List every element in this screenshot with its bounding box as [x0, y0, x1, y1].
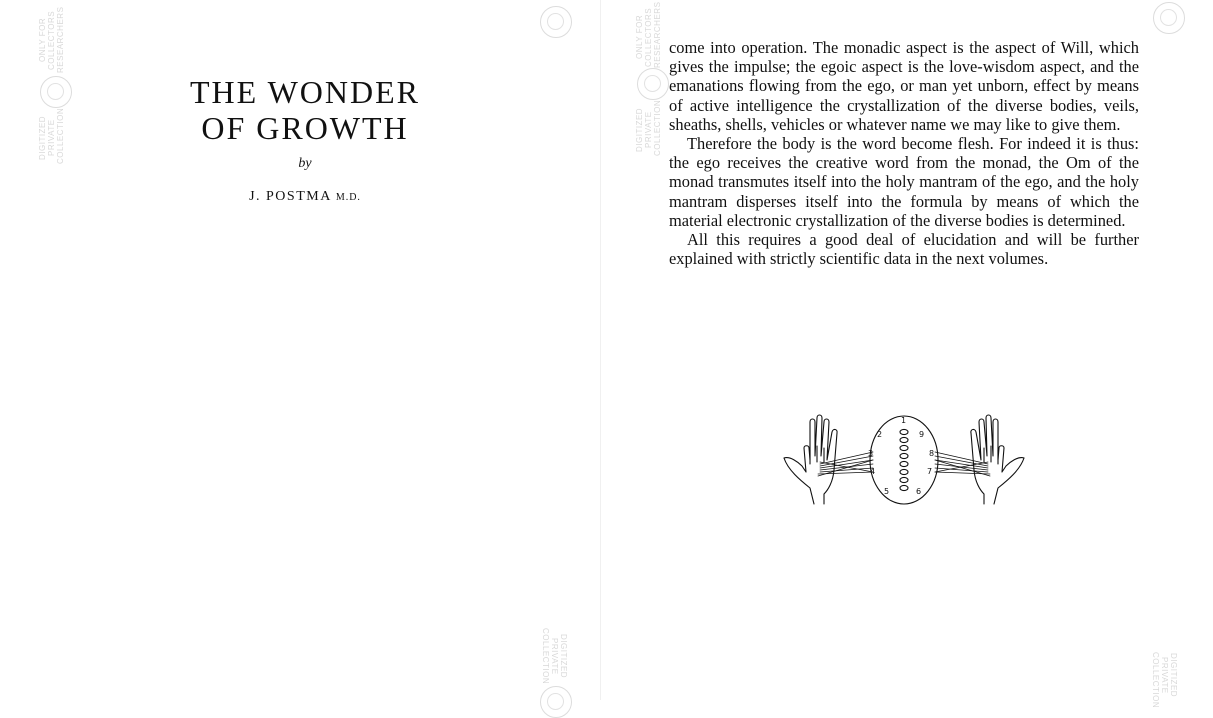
hands-oval-illustration [780, 412, 1028, 508]
author-degree: M.D. [335, 192, 361, 203]
watermark-text: COLLECTORS [47, 10, 56, 70]
figure-number: 5 [884, 487, 890, 496]
book-title [150, 74, 460, 146]
figure-number: 4 [870, 467, 876, 476]
paragraph-2: Therefore the body is the word become flesh. For indeed it is thus: the ego receives the creative word from the monad, the Om of the monad transmutes itself into the holy mantram of the ego, and the holy mantram disperses itself into the formula by means of which the material electronic crystallization of the diverse bodies is determined. [669, 134, 1139, 230]
right-hand-icon [971, 415, 1024, 504]
by-label: by [298, 156, 312, 171]
seal-watermark-icon [637, 68, 669, 100]
chakra-column [900, 429, 908, 490]
watermark-text: PRIVATE [550, 637, 559, 675]
figure-number: 7 [927, 467, 933, 476]
watermark-collectors [635, 1, 662, 68]
watermark-text: COLLECTION [1151, 652, 1160, 709]
figure-number: 9 [919, 430, 925, 439]
paragraph-3: All this requires a good deal of elucidation and will be further explained with strictly scientific data in the next volumes. [669, 230, 1139, 269]
right-rays [935, 452, 990, 476]
watermark-text: COLLECTION [653, 99, 662, 156]
watermark-text: RESEARCHERS [653, 1, 662, 68]
author-line [150, 189, 460, 205]
seal-watermark-icon [40, 76, 72, 108]
watermark-text: DIGITIZED [635, 107, 644, 153]
watermark-text: ONLY FOR [38, 17, 47, 63]
watermark-text: ONLY FOR [635, 14, 644, 60]
title-line-2: OF GROWTH [201, 110, 409, 146]
author-name: J. POSTMA [249, 189, 332, 204]
watermark-digitized [635, 99, 662, 156]
watermark-text: PRIVATE [644, 111, 653, 149]
watermark-text: PRIVATE [47, 119, 56, 157]
watermark-text: COLLECTORS [644, 7, 653, 67]
watermark-text: PRIVATE [1160, 656, 1169, 694]
watermark-text: COLLECTION [56, 107, 65, 164]
figure-number: 8 [929, 449, 935, 458]
watermark-digitized-bottom [541, 628, 568, 684]
seal-watermark-icon [1153, 2, 1185, 34]
title-line-1: THE WONDER [189, 74, 421, 110]
figure-number: 2 [877, 430, 883, 439]
watermark-text: DIGITIZED [1169, 652, 1178, 698]
watermark-text: RESEARCHERS [56, 6, 65, 74]
figure-number: 1 [901, 416, 907, 425]
seal-watermark-icon [540, 6, 572, 38]
paragraph-1: come into operation. The monadic aspect is the aspect of Will, which gives the impulse; the egoic aspect is the love-wisdom aspect, and the emanations flowing from the ego, or man yet unborn, effect by means of active intelligence the crystallization of the diverse bodies, veils, sheaths, shells, vehicles or whatever name we may like to give them. [669, 38, 1139, 134]
watermark-text: COLLECTION [541, 628, 550, 685]
watermark-digitized-bottom [1151, 652, 1178, 709]
figure-number: 3 [868, 449, 874, 458]
body-text [669, 38, 1139, 268]
figure-number: 6 [916, 487, 922, 496]
watermark-text: DIGITIZED [559, 633, 568, 679]
left-page [0, 0, 600, 700]
seal-watermark-icon [540, 686, 572, 718]
watermark-text: DIGITIZED [38, 115, 47, 161]
watermark-digitized [38, 107, 65, 164]
left-rays [818, 452, 876, 476]
watermark-collectors [38, 4, 65, 76]
left-hand-icon [784, 415, 837, 504]
